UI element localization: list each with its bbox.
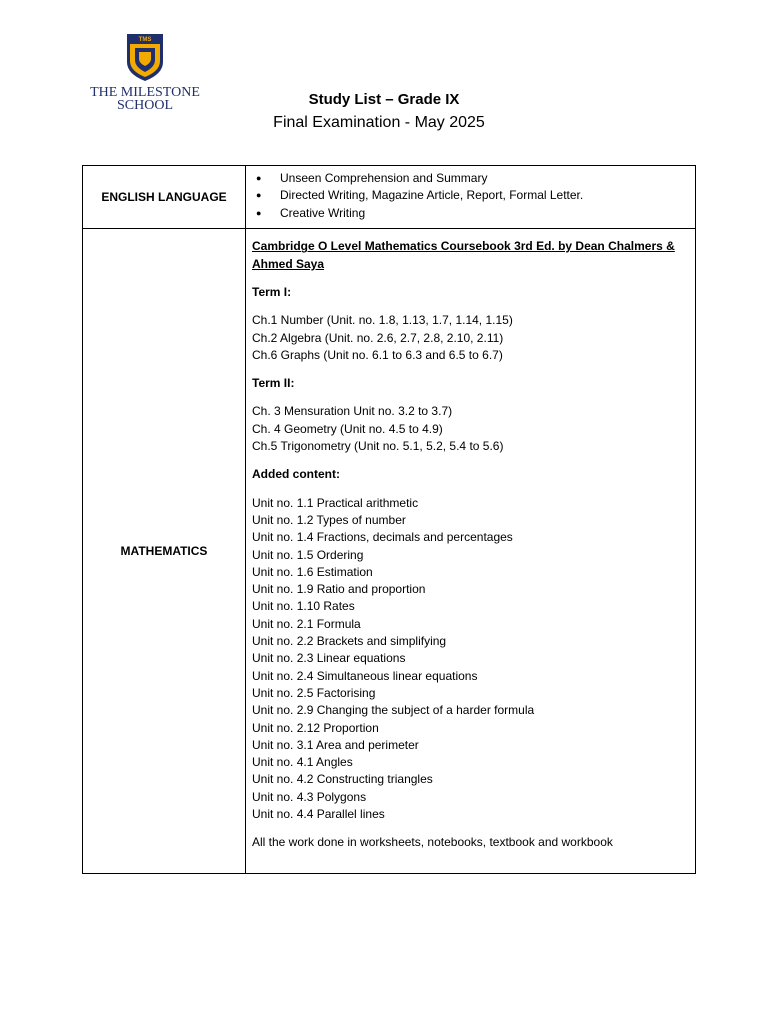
added-content-item: Unit no. 2.12 Proportion bbox=[252, 720, 379, 735]
added-content-item: Unit no. 1.6 Estimation bbox=[252, 564, 373, 579]
added-content-item: Unit no. 4.4 Parallel lines bbox=[252, 807, 385, 821]
school-crest-icon bbox=[125, 32, 165, 82]
mathematics-subject: MATHEMATICS bbox=[83, 229, 246, 874]
added-content-item: Unit no. 1.10 Rates bbox=[252, 599, 355, 614]
added-content-item: Unit no. 1.2 Types of number bbox=[252, 512, 406, 527]
page-title: Study List – Grade IX bbox=[308, 91, 460, 108]
added-content-item: Unit no. 4.2 Constructing triangles bbox=[252, 772, 433, 787]
mathematics-row bbox=[83, 229, 696, 874]
added-content-item: Unit no. 1.4 Fractions, decimals and percentages bbox=[252, 530, 513, 545]
added-content-item: Unit no. 4.3 Polygons bbox=[252, 789, 367, 804]
mathematics-content bbox=[246, 229, 696, 874]
english-topic-item: ● Creative Writing bbox=[252, 205, 689, 222]
term1-item: Ch.1 Number (Unit. no. 1.8, 1.13, 1.7, 1.14, 1.15) bbox=[252, 313, 513, 328]
term1-heading: Term I: bbox=[252, 284, 292, 299]
coursebook-title-line2: Ahmed Saya bbox=[252, 256, 325, 271]
study-table bbox=[82, 165, 696, 874]
added-content-item: Unit no. 2.4 Simultaneous linear equations bbox=[252, 668, 478, 683]
term2-list bbox=[252, 403, 689, 455]
added-content-item: Unit no. 3.1 Area and perimeter bbox=[252, 737, 419, 752]
page-subtitle: Final Examination - May 2025 bbox=[273, 114, 485, 131]
added-content-item: Unit no. 4.1 Angles bbox=[252, 755, 353, 770]
added-content-item: Unit no. 2.5 Factorising bbox=[252, 685, 376, 700]
english-content bbox=[246, 166, 696, 229]
english-topic-item: ● Unseen Comprehension and Summary bbox=[252, 170, 689, 187]
added-content-list bbox=[252, 495, 689, 824]
added-content-heading: Added content: bbox=[252, 467, 340, 482]
term2-item: Ch. 4 Geometry (Unit no. 4.5 to 4.9) bbox=[252, 421, 443, 436]
footer-note: All the work done in worksheets, notebooks, textbook and workbook bbox=[252, 835, 613, 850]
term1-item: Ch.6 Graphs (Unit no. 6.1 to 6.3 and 6.5 to 6.7) bbox=[252, 347, 503, 362]
english-row bbox=[83, 166, 696, 229]
added-content-item: Unit no. 2.9 Changing the subject of a harder formula bbox=[252, 703, 535, 718]
term2-heading: Term II: bbox=[252, 376, 295, 391]
crest-text: TMS bbox=[138, 37, 152, 43]
coursebook-title bbox=[252, 238, 689, 273]
term2-item: Ch.5 Trigonometry (Unit no. 5.1, 5.2, 5.4 to 5.6) bbox=[252, 439, 504, 454]
added-content-item: Unit no. 2.2 Brackets and simplifying bbox=[252, 634, 447, 649]
coursebook-title-line1: Cambridge O Level Mathematics Coursebook 3rd Ed. by Dean Chalmers & bbox=[252, 239, 675, 254]
school-name-line2: SCHOOL bbox=[116, 98, 173, 113]
term2-item: Ch. 3 Mensuration Unit no. 3.2 to 3.7) bbox=[252, 404, 453, 419]
added-content-item: Unit no. 2.1 Formula bbox=[252, 616, 361, 631]
english-subject: ENGLISH LANGUAGE bbox=[83, 166, 246, 229]
english-topic-list bbox=[252, 170, 689, 222]
added-content-item: Unit no. 1.1 Practical arithmetic bbox=[252, 495, 419, 510]
term1-item: Ch.2 Algebra (Unit. no. 2.6, 2.7, 2.8, 2.10, 2.11) bbox=[252, 330, 504, 345]
added-content-item: Unit no. 1.5 Ordering bbox=[252, 547, 364, 562]
added-content-item: Unit no. 2.3 Linear equations bbox=[252, 651, 406, 666]
added-content-item: Unit no. 1.9 Ratio and proportion bbox=[252, 582, 426, 597]
english-topic-item: ● Directed Writing, Magazine Article, Report, Formal Letter. bbox=[252, 187, 689, 204]
school-name-line1: THE MILESTONE bbox=[90, 85, 200, 100]
term1-list bbox=[252, 312, 689, 364]
